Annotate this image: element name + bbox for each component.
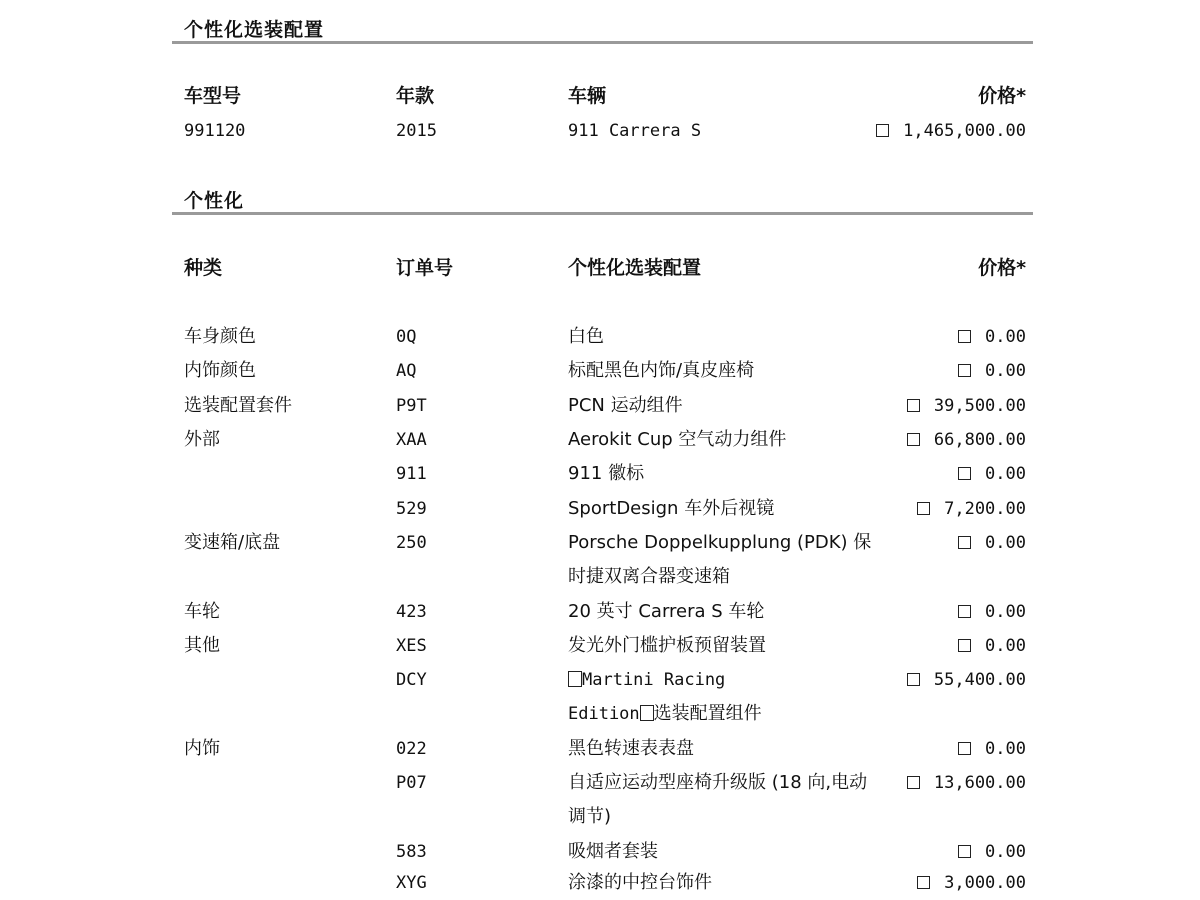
option-name: 911 徽标 xyxy=(568,463,645,484)
price-value: 0.00 xyxy=(985,602,1026,622)
order-no: XES xyxy=(396,636,427,656)
option-name: 标配黑色内饰/真皮座椅 xyxy=(568,360,755,381)
category: 车身颜色 xyxy=(184,326,256,347)
table-row xyxy=(0,835,1200,869)
price-cell xyxy=(876,114,1026,148)
checkbox-icon[interactable] xyxy=(958,639,971,652)
option-name: PCN 运动组件 xyxy=(568,395,683,416)
table-row xyxy=(0,389,1200,423)
price-cell xyxy=(958,320,1026,354)
table-row xyxy=(0,526,1200,595)
checkbox-icon[interactable] xyxy=(958,467,971,480)
header-vehicle: 车辆 xyxy=(568,85,607,107)
table-row xyxy=(0,866,1200,900)
placeholder-box-icon xyxy=(568,671,582,687)
checkbox-icon[interactable] xyxy=(958,536,971,549)
checkbox-icon[interactable] xyxy=(907,673,920,686)
price-cell xyxy=(907,766,1026,800)
checkbox-icon[interactable] xyxy=(917,502,930,515)
price-value: 0.00 xyxy=(985,533,1026,553)
order-no: 529 xyxy=(396,499,427,519)
table-row xyxy=(0,320,1200,354)
table-row xyxy=(0,732,1200,766)
option-name-part: Edition xyxy=(568,704,640,725)
price-value: 66,800.00 xyxy=(933,430,1026,450)
order-no: 022 xyxy=(396,739,427,759)
checkbox-icon[interactable] xyxy=(958,364,971,377)
section-divider xyxy=(172,212,1033,215)
price-cell xyxy=(958,354,1026,388)
option-name xyxy=(568,663,762,732)
option-name: SportDesign 车外后视镜 xyxy=(568,498,775,519)
order-no: 0Q xyxy=(396,327,417,347)
price-value: 0.00 xyxy=(985,361,1026,381)
price-value: 13,600.00 xyxy=(933,773,1026,793)
category: 变速箱/底盘 xyxy=(184,532,281,553)
price-value: 39,500.00 xyxy=(933,396,1026,416)
table-row xyxy=(0,663,1200,732)
order-no: 911 xyxy=(396,464,427,484)
price-value: 3,000.00 xyxy=(944,873,1026,893)
checkbox-icon[interactable] xyxy=(907,776,920,789)
order-no: P07 xyxy=(396,773,427,793)
option-name: 自适应运动型座椅升级版 (18 向,电动调节) xyxy=(568,772,868,828)
option-name: 吸烟者套装 xyxy=(568,841,658,862)
table-row xyxy=(0,595,1200,629)
order-no: 583 xyxy=(396,842,427,862)
section-title-options: 个性化选装配置 xyxy=(184,19,325,41)
option-name: 发光外门槛护板预留装置 xyxy=(568,635,766,656)
option-name: 涂漆的中控台饰件 xyxy=(568,872,712,893)
option-name: 黑色转速表表盘 xyxy=(568,738,694,759)
price-cell xyxy=(958,835,1026,869)
table-header-options xyxy=(0,251,1200,285)
table-row xyxy=(0,354,1200,388)
price-cell xyxy=(907,663,1026,697)
table-header-vehicle xyxy=(0,79,1200,113)
checkbox-icon[interactable] xyxy=(907,399,920,412)
section-divider xyxy=(172,41,1033,44)
checkbox-icon[interactable] xyxy=(917,876,930,889)
price-cell xyxy=(907,389,1026,423)
category: 外部 xyxy=(184,429,220,450)
checkbox-icon[interactable] xyxy=(876,124,889,137)
header-price: 价格* xyxy=(978,257,1026,279)
order-no: XYG xyxy=(396,873,427,893)
price-value: 7,200.00 xyxy=(944,499,1026,519)
vehicle-name: 911 Carrera S xyxy=(568,121,702,141)
price-value: 1,465,000.00 xyxy=(903,121,1026,141)
table-row xyxy=(0,114,1200,148)
checkbox-icon[interactable] xyxy=(958,845,971,858)
price-cell xyxy=(958,732,1026,766)
header-model-no: 车型号 xyxy=(184,85,242,107)
checkbox-icon[interactable] xyxy=(958,330,971,343)
header-price: 价格* xyxy=(978,85,1026,107)
price-cell xyxy=(958,526,1026,560)
order-no: XAA xyxy=(396,430,427,450)
header-category: 种类 xyxy=(184,257,223,279)
price-value: 0.00 xyxy=(985,464,1026,484)
order-no: DCY xyxy=(396,670,427,690)
option-name-part: 选装配置组件 xyxy=(653,703,762,725)
section-title-personalization: 个性化 xyxy=(184,190,245,212)
order-no: 250 xyxy=(396,533,427,553)
table-row xyxy=(0,492,1200,526)
model-no: 991120 xyxy=(184,121,246,141)
header-order-no: 订单号 xyxy=(396,257,454,279)
category: 车轮 xyxy=(184,601,220,622)
price-value: 55,400.00 xyxy=(933,670,1026,690)
table-row xyxy=(0,423,1200,457)
option-name: 20 英寸 Carrera S 车轮 xyxy=(568,601,765,622)
price-cell xyxy=(958,595,1026,629)
table-row xyxy=(0,766,1200,835)
price-cell xyxy=(958,457,1026,491)
order-no: P9T xyxy=(396,396,427,416)
price-value: 0.00 xyxy=(985,636,1026,656)
checkbox-icon[interactable] xyxy=(958,605,971,618)
price-cell xyxy=(958,629,1026,663)
order-no: 423 xyxy=(396,602,427,622)
category: 其他 xyxy=(184,635,220,656)
price-cell xyxy=(917,866,1026,900)
price-value: 0.00 xyxy=(985,842,1026,862)
order-no: AQ xyxy=(396,361,417,381)
checkbox-icon[interactable] xyxy=(907,433,920,446)
checkbox-icon[interactable] xyxy=(958,742,971,755)
price-cell xyxy=(907,423,1026,457)
category: 内饰 xyxy=(184,738,220,759)
header-year: 年款 xyxy=(396,85,435,107)
price-cell xyxy=(917,492,1026,526)
option-name: 白色 xyxy=(568,326,604,347)
category: 选装配置套件 xyxy=(184,395,292,416)
price-value: 0.00 xyxy=(985,327,1026,347)
category: 内饰颜色 xyxy=(184,360,256,381)
price-value: 0.00 xyxy=(985,739,1026,759)
placeholder-box-icon xyxy=(640,705,654,721)
table-row xyxy=(0,457,1200,491)
option-name: Porsche Doppelkupplung (PDK) 保时捷双离合器变速箱 xyxy=(568,532,872,588)
option-name-part: Martini Racing xyxy=(582,670,726,690)
table-row xyxy=(0,629,1200,663)
model-year: 2015 xyxy=(396,121,437,141)
header-option: 个性化选装配置 xyxy=(568,257,702,279)
option-name: Aerokit Cup 空气动力组件 xyxy=(568,429,787,450)
